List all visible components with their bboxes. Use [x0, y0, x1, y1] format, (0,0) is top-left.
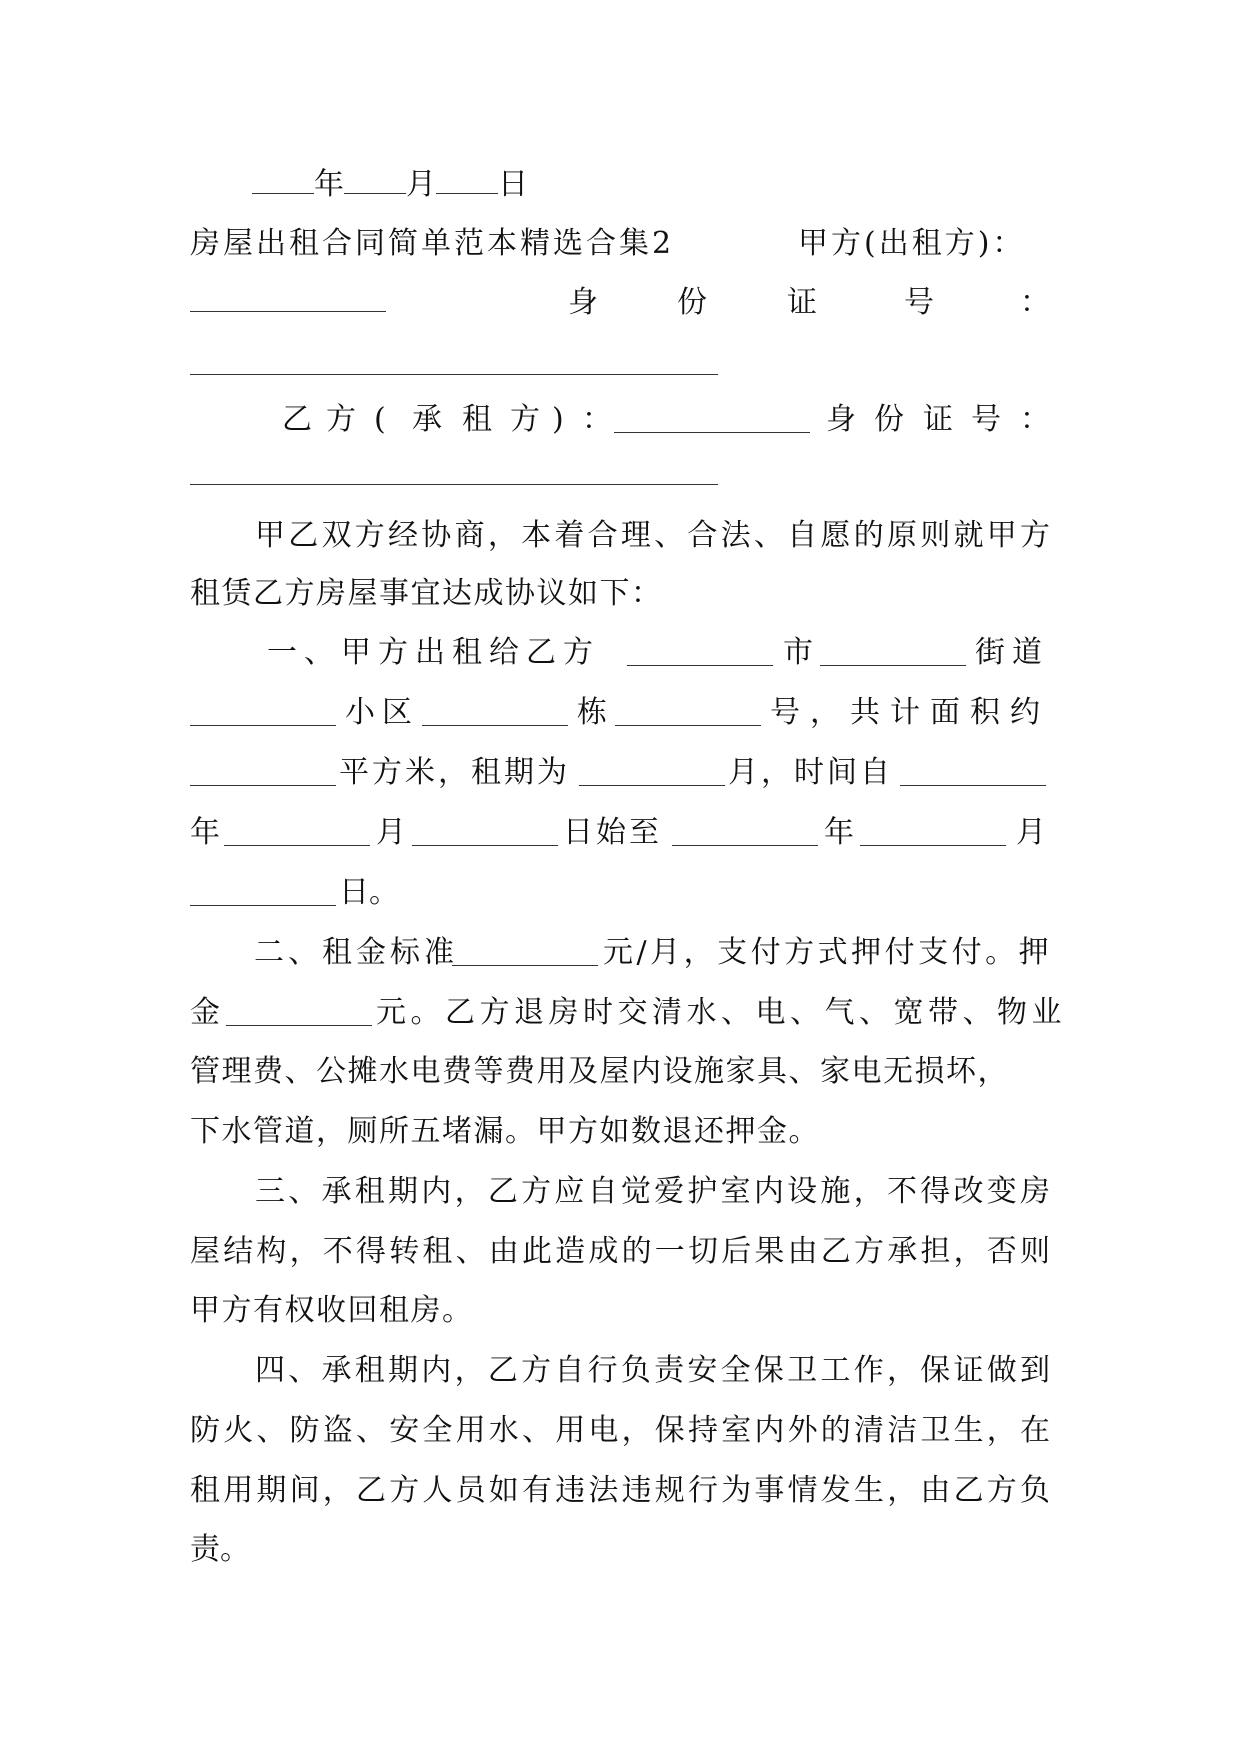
street-blank: [820, 639, 966, 666]
party-b-id-char: 证: [923, 402, 953, 437]
year-label: 年: [314, 167, 344, 202]
clause-3-line: 屋结构，不得转租、由此造成的一切后果由乙方承担，否则: [190, 1234, 1050, 1269]
clause-text: 日。: [339, 875, 399, 910]
community-blank: [190, 699, 336, 726]
start-month-blank: [224, 819, 370, 846]
clause-3-line: 三、承租期内，乙方应自觉爱护室内设施，不得改变房: [255, 1174, 1050, 1209]
clause-text: 市: [783, 635, 813, 670]
party-a-id-blank: [190, 348, 718, 375]
date-line: [252, 165, 552, 205]
clause-text: 号，共计面积约: [770, 695, 1050, 730]
end-month-blank: [860, 819, 1006, 846]
party-a-name-blank: [190, 285, 386, 312]
year-blank: [252, 167, 314, 194]
party-b-id-blank: [190, 458, 718, 485]
start-year-blank: [900, 759, 1046, 786]
party-b-id-blank-line: [190, 456, 1050, 496]
area-blank: [190, 759, 336, 786]
party-b-id-char: 号: [971, 402, 1001, 437]
party-b-name-blank: [614, 406, 810, 433]
party-b-id-char: ：: [1020, 402, 1050, 437]
clause-4-line: 四、承租期内，乙方自行负责安全保卫工作，保证做到: [255, 1353, 1050, 1388]
clause-text: 一、甲方出租给乙方: [267, 635, 600, 670]
clause-4-line: 租用期间，乙方人员如有违法违规行为事情发生，由乙方负: [190, 1473, 1050, 1508]
party-b-char: 方: [326, 402, 356, 437]
building-blank: [422, 699, 568, 726]
party-b-char: ：: [582, 402, 612, 437]
rent-blank: [452, 939, 598, 966]
clause-text: 街道: [975, 635, 1049, 670]
day-blank: [436, 167, 498, 194]
party-a-label: 甲方(出租方)：: [798, 226, 1026, 261]
clause-text: 小区: [345, 695, 419, 730]
end-day-blank: [190, 879, 336, 906]
party-b-char: 方: [510, 402, 540, 437]
party-a-id-line: [190, 283, 1050, 323]
party-b-id-char: 身: [826, 402, 856, 437]
month-blank: [344, 167, 406, 194]
party-a-id-blank-line: [190, 346, 1050, 386]
number-blank: [615, 699, 761, 726]
clause-4-line: 责。: [190, 1532, 250, 1567]
month-label: 月: [406, 167, 436, 202]
end-year-blank: [672, 819, 818, 846]
clause-3-line: 甲方有权收回租房。: [190, 1293, 474, 1328]
clause-4-line: 防火、防盗、安全用水、用电，保持室内外的清洁卫生，在: [190, 1413, 1050, 1448]
intro-line: 租赁乙方房屋事宜达成协议如下：: [190, 576, 663, 611]
header-line: [190, 224, 1050, 264]
id-label-char: 号: [904, 285, 934, 320]
party-b-char: 承: [412, 402, 442, 437]
document-title: 房屋出租合同简单范本精选合集2: [190, 226, 675, 261]
clause-text: 二、租金标准: [254, 935, 458, 970]
clause-text: 年: [824, 815, 854, 850]
clause-2-line: 管理费、公摊水电费等费用及屋内设施家具、家电无损坏，: [190, 1054, 1009, 1089]
id-label-char: ：: [1020, 285, 1050, 320]
clause-text: 元/月，支付方式押付支付。押: [603, 935, 1053, 970]
clause-text: 栋: [577, 695, 607, 730]
start-day-blank: [412, 819, 558, 846]
clause-text: 日始至: [563, 815, 662, 850]
id-label-char: 证: [787, 285, 817, 320]
clause-text: 月，时间自: [728, 755, 893, 790]
party-b-char: ): [552, 402, 564, 437]
clause-text: 金: [190, 995, 220, 1030]
id-label-char: 身: [568, 285, 598, 320]
deposit-blank: [226, 999, 372, 1026]
party-b-id-char: 份: [874, 402, 904, 437]
day-label: 日: [498, 167, 528, 202]
clause-text: 年: [190, 815, 220, 850]
clause-text: 平方米，租期为: [339, 755, 570, 790]
party-b-char: 乙: [282, 402, 312, 437]
clause-text: 元。乙方退房时交清水、电、气、宽带、物业: [376, 995, 1066, 1030]
id-label-char: 份: [677, 285, 707, 320]
intro-line: 甲乙双方经协商，本着合理、合法、自愿的原则就甲方: [255, 518, 1050, 553]
clause-text: 月: [376, 815, 406, 850]
party-b-char: 租: [462, 402, 492, 437]
clause-2-line: 下水管道，厕所五堵漏。甲方如数退还押金。: [190, 1114, 820, 1149]
party-b-char: (: [374, 402, 386, 437]
clause-text: 月: [1016, 815, 1046, 850]
term-blank: [579, 759, 725, 786]
city-blank: [627, 639, 773, 666]
